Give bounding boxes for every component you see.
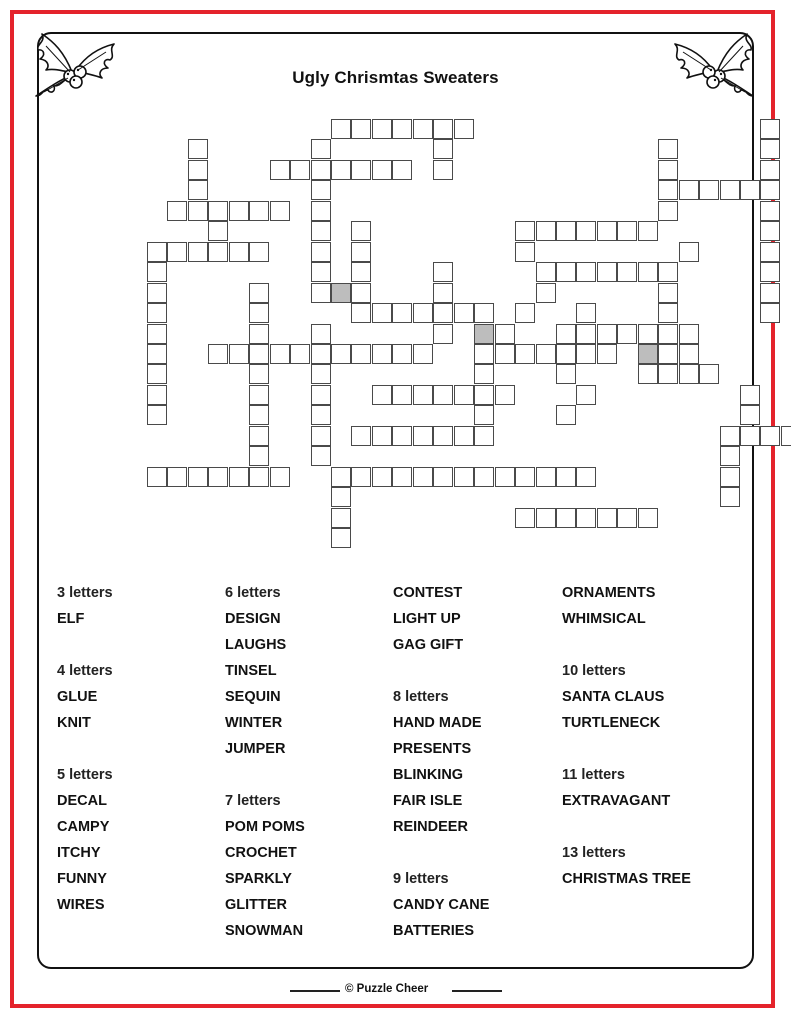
grid-cell[interactable] bbox=[433, 119, 453, 139]
word-list-item: TURTLENECK bbox=[562, 715, 661, 731]
grid-cell[interactable] bbox=[229, 201, 249, 221]
grid-cell[interactable] bbox=[454, 303, 474, 323]
grid-cell[interactable] bbox=[188, 242, 208, 262]
grid-cell[interactable] bbox=[474, 467, 494, 487]
grid-cell[interactable] bbox=[351, 262, 371, 282]
word-list-item: PRESENTS bbox=[393, 741, 472, 757]
grid-cell[interactable] bbox=[311, 364, 331, 384]
word-list-item bbox=[57, 637, 225, 663]
grid-cell[interactable] bbox=[392, 467, 412, 487]
grid-cell[interactable] bbox=[576, 303, 596, 323]
word-list-item: WHIMSICAL bbox=[562, 611, 646, 627]
grid-cell[interactable] bbox=[760, 242, 780, 262]
word-list-item: LAUGHS bbox=[225, 637, 287, 653]
grid-cell[interactable] bbox=[147, 467, 167, 487]
page-title: Ugly Chrismtas Sweaters bbox=[292, 68, 499, 87]
word-list-item: HAND MADE bbox=[393, 715, 482, 731]
grid-cell[interactable] bbox=[556, 344, 576, 364]
word-list-item bbox=[393, 845, 561, 871]
grid-cell[interactable] bbox=[229, 242, 249, 262]
word-list-item: CANDY CANE bbox=[393, 897, 490, 913]
grid-cell[interactable] bbox=[474, 303, 494, 323]
grid-cell[interactable] bbox=[392, 385, 412, 405]
grid-cell[interactable] bbox=[147, 364, 167, 384]
grid-cell[interactable] bbox=[720, 487, 740, 507]
grid-cell[interactable] bbox=[515, 467, 535, 487]
grid-cell[interactable] bbox=[679, 324, 699, 344]
word-list-item: TINSEL bbox=[225, 663, 277, 679]
grid-cell[interactable] bbox=[576, 262, 596, 282]
grid-cell[interactable] bbox=[392, 344, 412, 364]
grid-cell[interactable] bbox=[311, 426, 331, 446]
word-list-heading: 6 letters bbox=[225, 585, 281, 601]
word-list-item: SANTA CLAUS bbox=[562, 689, 665, 705]
grid-cell[interactable] bbox=[515, 221, 535, 241]
word-list-heading: 9 letters bbox=[393, 871, 449, 887]
grid-cell[interactable] bbox=[495, 385, 515, 405]
grid-cell[interactable] bbox=[413, 344, 433, 364]
grid-cell[interactable] bbox=[760, 426, 780, 446]
grid-cell[interactable] bbox=[392, 119, 412, 139]
footer-rule-right bbox=[452, 990, 502, 992]
grid-cell-shaded[interactable] bbox=[474, 324, 494, 344]
grid-cell[interactable] bbox=[556, 405, 576, 425]
grid-cell[interactable] bbox=[495, 324, 515, 344]
word-list-column-2 bbox=[225, 585, 393, 949]
grid-cell[interactable] bbox=[658, 180, 678, 200]
grid-cell[interactable] bbox=[576, 324, 596, 344]
grid-cell[interactable] bbox=[311, 262, 331, 282]
grid-cell[interactable] bbox=[311, 446, 331, 466]
grid-cell[interactable] bbox=[433, 426, 453, 446]
grid-cell[interactable] bbox=[474, 426, 494, 446]
grid-cell[interactable] bbox=[515, 242, 535, 262]
grid-cell[interactable] bbox=[208, 467, 228, 487]
grid-cell[interactable] bbox=[413, 426, 433, 446]
grid-cell[interactable] bbox=[311, 180, 331, 200]
grid-cell[interactable] bbox=[760, 180, 780, 200]
grid-cell[interactable] bbox=[249, 446, 269, 466]
grid-cell-shaded[interactable] bbox=[331, 283, 351, 303]
grid-cell[interactable] bbox=[372, 467, 392, 487]
grid-cell[interactable] bbox=[658, 344, 678, 364]
grid-cell[interactable] bbox=[495, 344, 515, 364]
grid-cell[interactable] bbox=[556, 221, 576, 241]
grid-cell[interactable] bbox=[781, 426, 791, 446]
word-list-heading: 3 letters bbox=[57, 585, 113, 601]
word-list-heading: 10 letters bbox=[562, 663, 626, 679]
grid-cell[interactable] bbox=[372, 303, 392, 323]
grid-cell[interactable] bbox=[188, 139, 208, 159]
grid-cell[interactable] bbox=[433, 385, 453, 405]
grid-cell[interactable] bbox=[536, 344, 556, 364]
grid-cell[interactable] bbox=[188, 467, 208, 487]
grid-cell[interactable] bbox=[311, 405, 331, 425]
word-list-item: ITCHY bbox=[57, 845, 101, 861]
word-list-item: ELF bbox=[57, 611, 85, 627]
grid-cell[interactable] bbox=[597, 324, 617, 344]
word-list-item: CONTEST bbox=[393, 585, 463, 601]
word-list-item bbox=[57, 741, 225, 767]
word-list-item bbox=[393, 663, 561, 689]
grid-cell[interactable] bbox=[208, 201, 228, 221]
grid-cell[interactable] bbox=[658, 201, 678, 221]
word-list-item: KNIT bbox=[57, 715, 91, 731]
grid-cell[interactable] bbox=[188, 201, 208, 221]
grid-cell[interactable] bbox=[311, 139, 331, 159]
word-list-item: SPARKLY bbox=[225, 871, 292, 887]
grid-cell[interactable] bbox=[454, 385, 474, 405]
grid-cell[interactable] bbox=[331, 160, 351, 180]
grid-cell[interactable] bbox=[249, 242, 269, 262]
grid-cell[interactable] bbox=[331, 487, 351, 507]
word-list-item: DESIGN bbox=[225, 611, 281, 627]
grid-cell[interactable] bbox=[658, 303, 678, 323]
grid-cell[interactable] bbox=[679, 344, 699, 364]
grid-cell[interactable] bbox=[515, 344, 535, 364]
holly-icon bbox=[665, 22, 765, 102]
footer-credit: © Puzzle Cheer bbox=[345, 983, 429, 995]
grid-cell[interactable] bbox=[147, 262, 167, 282]
grid-cell[interactable] bbox=[536, 467, 556, 487]
grid-cell[interactable] bbox=[597, 508, 617, 528]
grid-cell[interactable] bbox=[597, 221, 617, 241]
grid-cell[interactable] bbox=[331, 119, 351, 139]
grid-cell[interactable] bbox=[536, 283, 556, 303]
grid-cell[interactable] bbox=[290, 160, 310, 180]
grid-cell[interactable] bbox=[351, 160, 371, 180]
grid-cell[interactable] bbox=[392, 426, 412, 446]
grid-cell[interactable] bbox=[311, 344, 331, 364]
grid-cell[interactable] bbox=[372, 426, 392, 446]
grid-cell[interactable] bbox=[638, 508, 658, 528]
grid-cell[interactable] bbox=[740, 180, 760, 200]
grid-cell[interactable] bbox=[372, 119, 392, 139]
grid-cell[interactable] bbox=[699, 364, 719, 384]
grid-cell[interactable] bbox=[311, 242, 331, 262]
word-list-item: GLUE bbox=[57, 689, 98, 705]
grid-cell[interactable] bbox=[392, 160, 412, 180]
grid-cell[interactable] bbox=[331, 467, 351, 487]
word-list-item: GLITTER bbox=[225, 897, 288, 913]
grid-cell[interactable] bbox=[147, 344, 167, 364]
grid-cell[interactable] bbox=[576, 344, 596, 364]
word-list-item: FAIR ISLE bbox=[393, 793, 463, 809]
grid-cell[interactable] bbox=[147, 324, 167, 344]
grid-cell[interactable] bbox=[331, 344, 351, 364]
word-list-column-3 bbox=[393, 585, 561, 949]
grid-cell[interactable] bbox=[515, 508, 535, 528]
grid-cell[interactable] bbox=[760, 119, 780, 139]
grid-cell[interactable] bbox=[556, 467, 576, 487]
grid-cell[interactable] bbox=[740, 426, 760, 446]
grid-cell[interactable] bbox=[474, 385, 494, 405]
word-list-item: SNOWMAN bbox=[225, 923, 304, 939]
grid-cell[interactable] bbox=[679, 364, 699, 384]
grid-cell[interactable] bbox=[167, 467, 187, 487]
grid-cell[interactable] bbox=[372, 344, 392, 364]
holly-icon bbox=[24, 22, 124, 102]
grid-cell[interactable] bbox=[760, 262, 780, 282]
word-list-item bbox=[562, 819, 730, 845]
word-list-item: BATTERIES bbox=[393, 923, 475, 939]
grid-cell[interactable] bbox=[249, 344, 269, 364]
grid-cell[interactable] bbox=[229, 467, 249, 487]
grid-cell[interactable] bbox=[638, 262, 658, 282]
grid-cell[interactable] bbox=[658, 324, 678, 344]
word-list-item: WIRES bbox=[57, 897, 105, 913]
grid-cell[interactable] bbox=[311, 201, 331, 221]
grid-cell[interactable] bbox=[351, 344, 371, 364]
grid-cell[interactable] bbox=[270, 160, 290, 180]
grid-cell[interactable] bbox=[249, 385, 269, 405]
grid-cell[interactable] bbox=[720, 426, 740, 446]
grid-cell[interactable] bbox=[760, 283, 780, 303]
word-list-column-1 bbox=[57, 585, 225, 923]
grid-cell[interactable] bbox=[658, 364, 678, 384]
grid-cell[interactable] bbox=[249, 283, 269, 303]
grid-cell[interactable] bbox=[311, 221, 331, 241]
grid-cell[interactable] bbox=[515, 303, 535, 323]
grid-cell[interactable] bbox=[351, 221, 371, 241]
grid-cell[interactable] bbox=[167, 201, 187, 221]
word-list-item: EXTRAVAGANT bbox=[562, 793, 671, 809]
grid-cell[interactable] bbox=[413, 303, 433, 323]
grid-cell[interactable] bbox=[474, 344, 494, 364]
grid-cell[interactable] bbox=[413, 385, 433, 405]
grid-cell[interactable] bbox=[188, 160, 208, 180]
grid-cell[interactable] bbox=[617, 221, 637, 241]
word-list-item: FUNNY bbox=[57, 871, 107, 887]
grid-cell[interactable] bbox=[433, 283, 453, 303]
grid-cell[interactable] bbox=[147, 405, 167, 425]
word-list-item: LIGHT UP bbox=[393, 611, 461, 627]
grid-cell[interactable] bbox=[556, 262, 576, 282]
grid-cell[interactable] bbox=[351, 467, 371, 487]
grid-cell[interactable] bbox=[760, 160, 780, 180]
grid-cell[interactable] bbox=[658, 160, 678, 180]
word-list-item bbox=[225, 767, 393, 793]
grid-cell[interactable] bbox=[556, 324, 576, 344]
grid-cell[interactable] bbox=[658, 262, 678, 282]
word-list-column-4 bbox=[562, 585, 730, 897]
grid-cell[interactable] bbox=[454, 467, 474, 487]
grid-cell[interactable] bbox=[617, 324, 637, 344]
grid-cell[interactable] bbox=[433, 467, 453, 487]
word-list-heading: 4 letters bbox=[57, 663, 113, 679]
word-list-item bbox=[562, 741, 730, 767]
grid-cell[interactable] bbox=[433, 262, 453, 282]
grid-cell[interactable] bbox=[638, 324, 658, 344]
grid-cell[interactable] bbox=[311, 160, 331, 180]
grid-cell[interactable] bbox=[597, 262, 617, 282]
grid-cell[interactable] bbox=[147, 283, 167, 303]
word-list-item: DECAL bbox=[57, 793, 107, 809]
grid-cell[interactable] bbox=[556, 364, 576, 384]
grid-cell[interactable] bbox=[351, 303, 371, 323]
word-list-heading: 8 letters bbox=[393, 689, 449, 705]
grid-cell[interactable] bbox=[720, 446, 740, 466]
grid-cell[interactable] bbox=[311, 385, 331, 405]
grid-cell[interactable] bbox=[351, 283, 371, 303]
grid-cell[interactable] bbox=[249, 364, 269, 384]
word-list-item: BLINKING bbox=[393, 767, 464, 783]
grid-cell[interactable] bbox=[433, 324, 453, 344]
grid-cell[interactable] bbox=[249, 201, 269, 221]
grid-cell[interactable] bbox=[679, 242, 699, 262]
word-list-item: SEQUIN bbox=[225, 689, 281, 705]
grid-cell[interactable] bbox=[372, 160, 392, 180]
grid-cell[interactable] bbox=[290, 344, 310, 364]
word-list-item: CROCHET bbox=[225, 845, 297, 861]
grid-cell[interactable] bbox=[249, 405, 269, 425]
grid-cell[interactable] bbox=[351, 119, 371, 139]
grid-cell[interactable] bbox=[147, 385, 167, 405]
grid-cell[interactable] bbox=[188, 180, 208, 200]
word-list-heading: 11 letters bbox=[562, 767, 625, 783]
grid-cell[interactable] bbox=[351, 242, 371, 262]
grid-cell[interactable] bbox=[433, 160, 453, 180]
grid-cell[interactable] bbox=[392, 303, 412, 323]
grid-cell[interactable] bbox=[679, 180, 699, 200]
grid-cell[interactable] bbox=[208, 221, 228, 241]
grid-cell[interactable] bbox=[249, 467, 269, 487]
grid-cell-shaded[interactable] bbox=[638, 344, 658, 364]
grid-cell[interactable] bbox=[249, 426, 269, 446]
grid-cell[interactable] bbox=[617, 508, 637, 528]
grid-cell[interactable] bbox=[638, 364, 658, 384]
word-list-item: GAG GIFT bbox=[393, 637, 464, 653]
grid-cell[interactable] bbox=[474, 405, 494, 425]
grid-cell[interactable] bbox=[658, 283, 678, 303]
grid-cell[interactable] bbox=[311, 283, 331, 303]
grid-cell[interactable] bbox=[208, 242, 228, 262]
grid-cell[interactable] bbox=[208, 344, 228, 364]
grid-cell[interactable] bbox=[536, 262, 556, 282]
grid-cell[interactable] bbox=[760, 303, 780, 323]
grid-cell[interactable] bbox=[760, 201, 780, 221]
grid-cell[interactable] bbox=[576, 221, 596, 241]
grid-cell[interactable] bbox=[433, 303, 453, 323]
grid-cell[interactable] bbox=[433, 139, 453, 159]
grid-cell[interactable] bbox=[576, 508, 596, 528]
word-list-heading: 5 letters bbox=[57, 767, 113, 783]
grid-cell[interactable] bbox=[229, 344, 249, 364]
grid-cell[interactable] bbox=[699, 180, 719, 200]
grid-cell[interactable] bbox=[576, 467, 596, 487]
word-list-item: ORNAMENTS bbox=[562, 585, 656, 601]
grid-cell[interactable] bbox=[372, 385, 392, 405]
grid-cell[interactable] bbox=[740, 385, 760, 405]
grid-cell[interactable] bbox=[147, 242, 167, 262]
grid-cell[interactable] bbox=[270, 201, 290, 221]
grid-cell[interactable] bbox=[638, 221, 658, 241]
grid-cell[interactable] bbox=[454, 119, 474, 139]
grid-cell[interactable] bbox=[147, 303, 167, 323]
grid-cell[interactable] bbox=[331, 508, 351, 528]
word-list-item: CAMPY bbox=[57, 819, 110, 835]
grid-cell[interactable] bbox=[658, 139, 678, 159]
grid-cell[interactable] bbox=[720, 180, 740, 200]
grid-cell[interactable] bbox=[617, 262, 637, 282]
grid-cell[interactable] bbox=[474, 364, 494, 384]
grid-cell[interactable] bbox=[249, 303, 269, 323]
word-list-item bbox=[562, 637, 730, 663]
word-list-item: REINDEER bbox=[393, 819, 468, 835]
grid-cell[interactable] bbox=[351, 426, 371, 446]
grid-cell[interactable] bbox=[311, 324, 331, 344]
grid-cell[interactable] bbox=[740, 405, 760, 425]
grid-cell[interactable] bbox=[167, 242, 187, 262]
word-list-item: JUMPER bbox=[225, 741, 286, 757]
grid-cell[interactable] bbox=[556, 508, 576, 528]
word-list-heading: 13 letters bbox=[562, 845, 626, 861]
grid-cell[interactable] bbox=[597, 344, 617, 364]
grid-cell[interactable] bbox=[270, 467, 290, 487]
grid-cell[interactable] bbox=[760, 221, 780, 241]
grid-cell[interactable] bbox=[413, 119, 433, 139]
footer bbox=[0, 982, 791, 1000]
grid-cell[interactable] bbox=[454, 426, 474, 446]
grid-cell[interactable] bbox=[536, 508, 556, 528]
grid-cell[interactable] bbox=[536, 221, 556, 241]
word-list-heading: 7 letters bbox=[225, 793, 281, 809]
grid-cell[interactable] bbox=[720, 467, 740, 487]
grid-cell[interactable] bbox=[270, 344, 290, 364]
grid-cell[interactable] bbox=[331, 528, 351, 548]
grid-cell[interactable] bbox=[576, 385, 596, 405]
footer-rule-left bbox=[290, 990, 340, 992]
grid-cell[interactable] bbox=[760, 139, 780, 159]
word-list-item: WINTER bbox=[225, 715, 283, 731]
word-list-item: POM POMS bbox=[225, 819, 305, 835]
grid-cell[interactable] bbox=[413, 467, 433, 487]
grid-cell[interactable] bbox=[249, 324, 269, 344]
word-list-item: CHRISTMAS TREE bbox=[562, 871, 691, 887]
grid-cell[interactable] bbox=[495, 467, 515, 487]
